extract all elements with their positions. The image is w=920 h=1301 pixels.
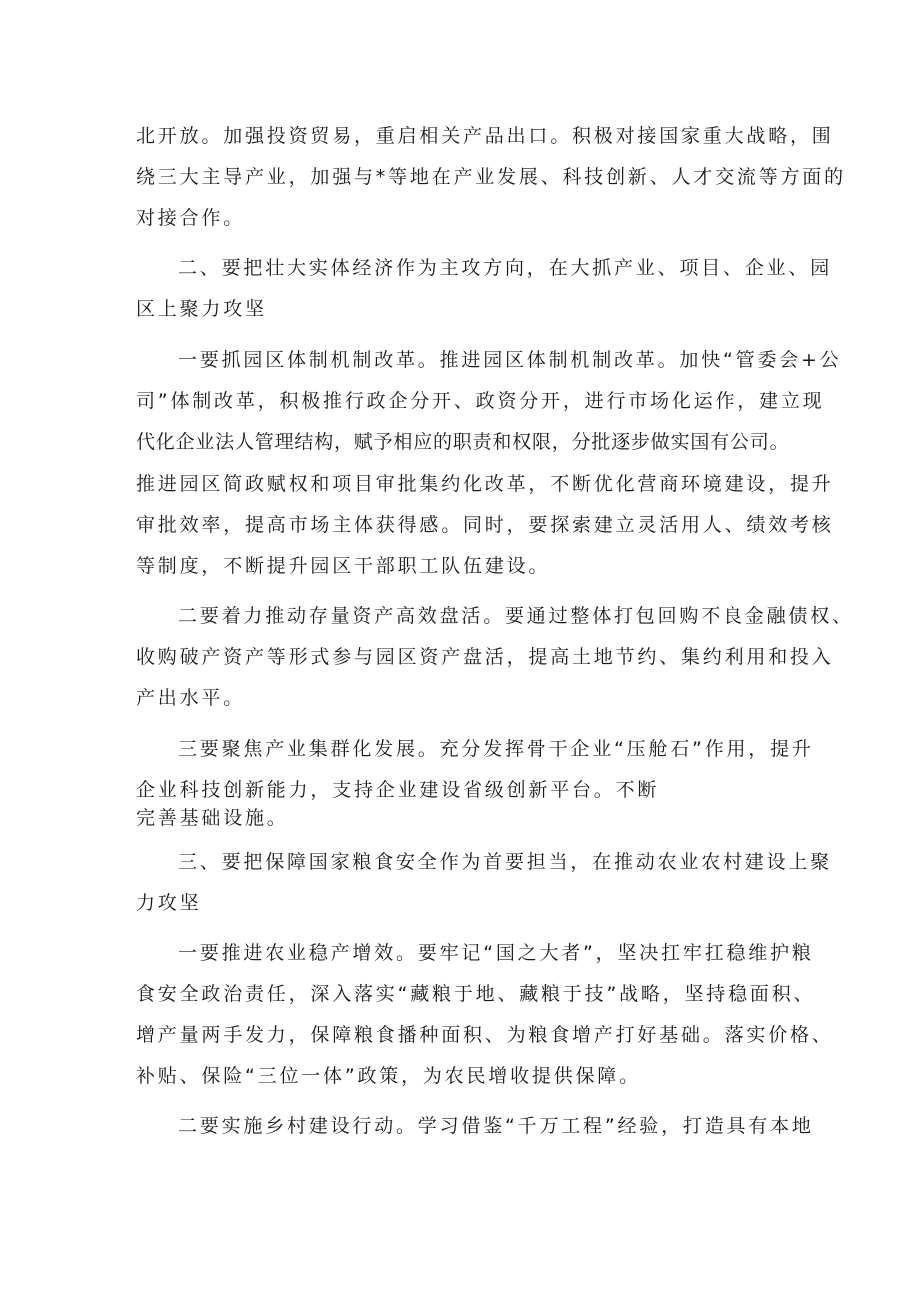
text-line: 完善基础设施。 [136,807,289,829]
text-line: 三要聚焦产业集群化发展。充分发挥骨干企业“压舱石”作用，提升 [178,738,814,760]
text-line: 二要实施乡村建设行动。学习借鉴“千万工程”经验，打造具有本地 [178,1115,814,1137]
text-line: 二要着力推动存量资产高效盘活。要通过整体打包回购不良金融债权、 [178,605,854,627]
text-line: 企业科技创新能力，支持企业建设省级创新平台。不断 [136,779,660,801]
text-line: 增产量两手发力，保障粮食播种面积、为粮食增产打好基础。落实价格、 [136,1024,834,1046]
text-line: 代化企业法人管理结构，赋予相应的职责和权限，分批逐步做实国有公司。 [136,431,790,453]
text-line: 一要推进农业稳产增效。要牢记“国之大者”，坚决扛牢扛稳维护粮 [178,942,814,964]
text-line: 等制度，不断提升园区干部职工队伍建设。 [136,555,551,577]
text-line: 一要抓园区体制机制改革。推进园区体制机制改革。加快“管委会+公 [178,349,842,371]
section-heading-2: 二、要把壮大实体经济作为主攻方向，在大抓产业、项目、企业、园 [178,257,833,279]
section-heading-3-cont: 力攻坚 [136,892,202,914]
text-line: 产出水平。 [136,687,246,709]
section-heading-3: 三、要把保障国家粮食安全作为首要担当，在推动农业农村建设上聚 [178,851,833,873]
text-line: 推进园区简政赋权和项目审批集约化改革，不断优化营商环境建设，提升 [136,473,834,495]
section-heading-2-cont: 区上聚力攻坚 [136,298,267,320]
text-line: 审批效率，提高市场主体获得感。同时，要探索建立灵活用人、绩效考核 [136,514,834,536]
text-line: 对接合作。 [136,207,246,229]
text-line: 北开放。加强投资贸易，重启相关产品出口。积极对接国家重大战略，围 [136,125,834,147]
text-line: 收购破产资产等形式参与园区资产盘活，提高土地节约、集约利用和投入 [136,646,834,668]
text-line: 食安全政治责任，深入落实“藏粮于地、藏粮于技”战略，坚持稳面积、 [136,983,816,1005]
text-line: 补贴、保险“三位一体”政策，为农民增收提供保障。 [136,1065,641,1087]
text-line: 绕三大主导产业，加强与*等地在产业发展、科技创新、人才交流等方面的 [136,166,846,188]
text-line: 司”体制改革，积极推行政企分开、政资分开，进行市场化运作，建立现 [136,390,825,412]
